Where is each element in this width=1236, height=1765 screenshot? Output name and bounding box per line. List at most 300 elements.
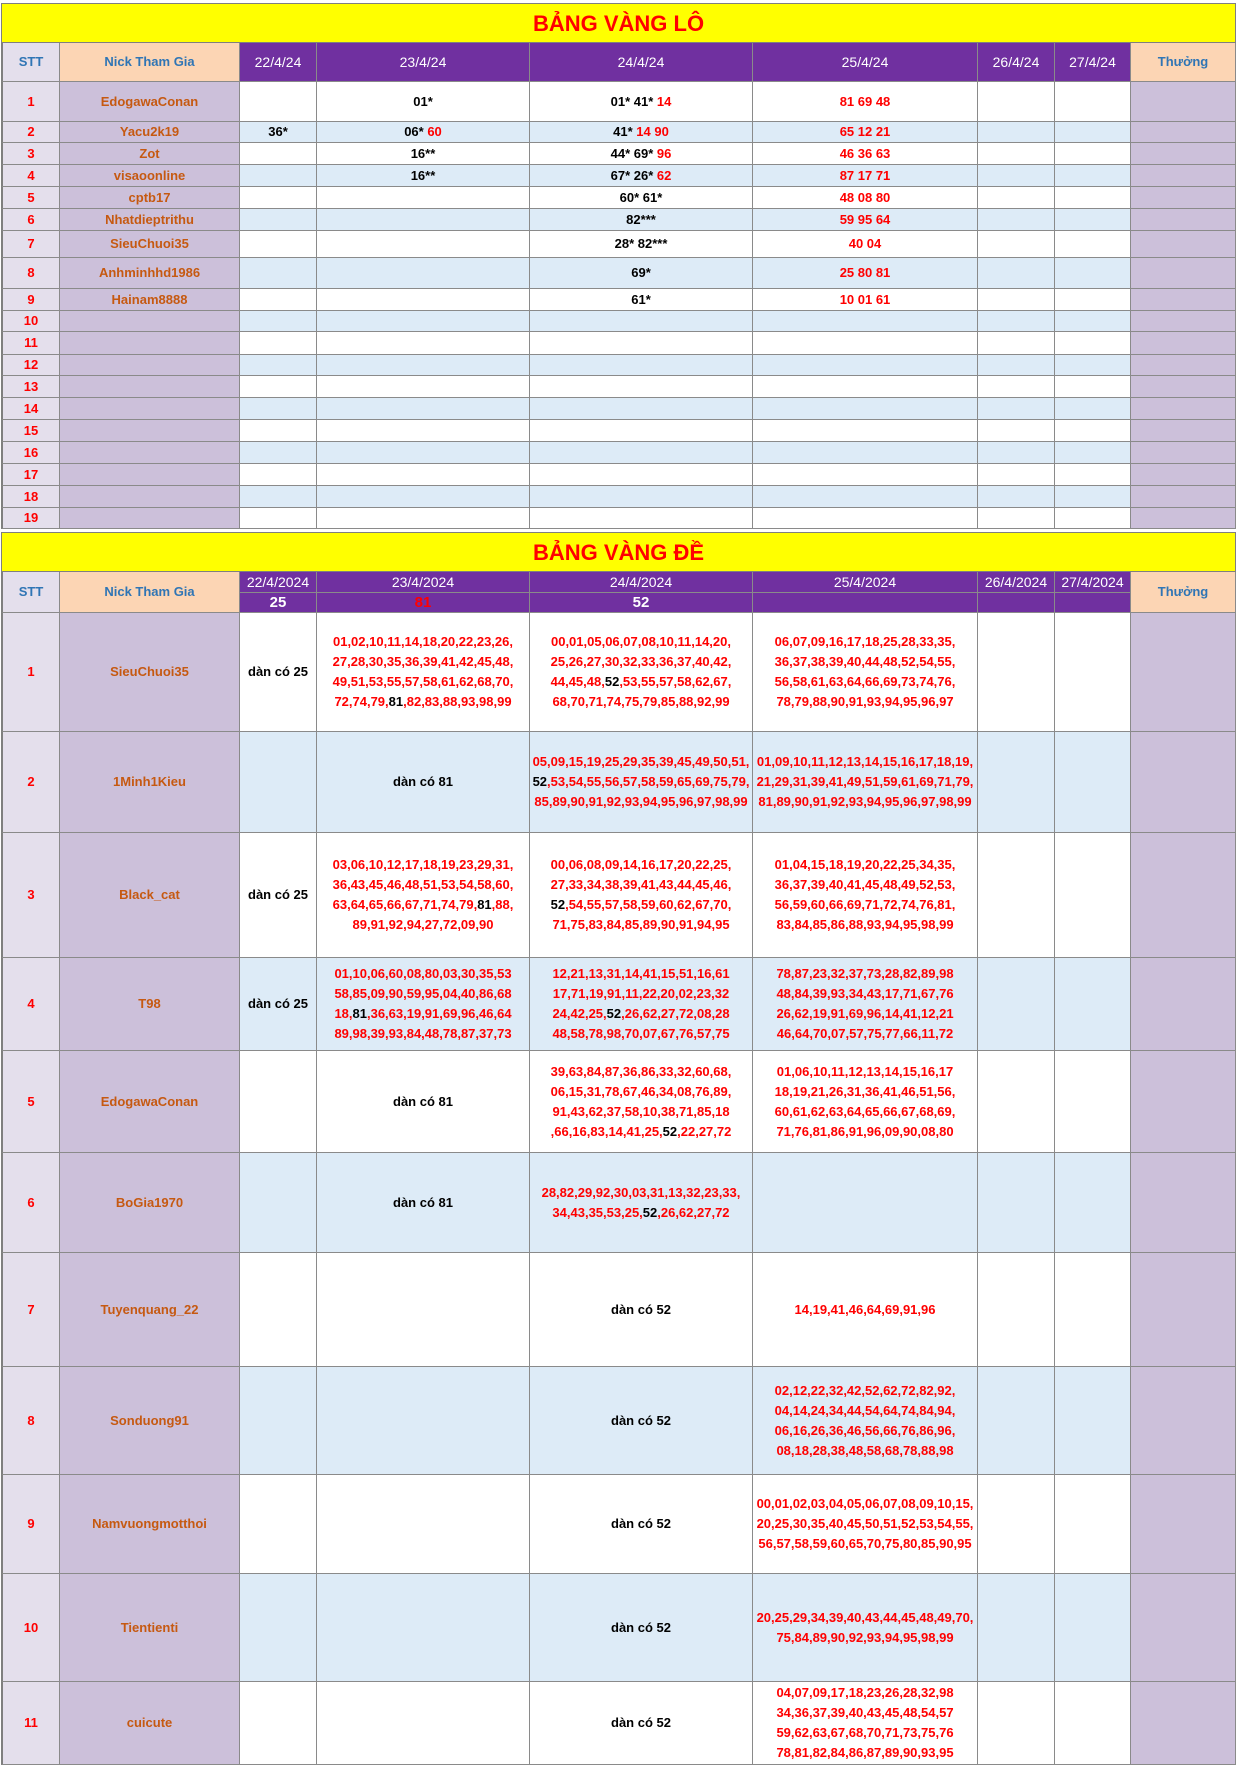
lo-day-cell	[753, 165, 978, 187]
lo-day-cell	[317, 486, 530, 508]
cell-text	[847, 234, 884, 254]
de-day-cell	[753, 613, 978, 732]
lo-day-cell	[530, 398, 753, 420]
red-number-text: 28,82,29,92,30,03,31,13,32,23,33, 34,43,35,53,25,	[541, 1184, 741, 1220]
lo-day-cell	[1055, 464, 1131, 486]
de-day-cell	[1055, 613, 1131, 732]
black-number-text: 16**	[410, 145, 436, 161]
red-number-text: 01,09,10,11,12,13,14,15,16,17,18,19, 21,29,31,39,41,49,51,59,61,69,71,79, 81,89,90,91,92,93,94,95,96,97,98,99	[756, 754, 974, 809]
lo-day-cell	[317, 289, 530, 311]
cell-text	[540, 1183, 743, 1223]
lo-day-cell	[978, 442, 1055, 464]
black-number-text: 81	[352, 1006, 367, 1021]
lo-day-cell	[530, 165, 753, 187]
cell-text	[774, 1683, 955, 1763]
cell-text	[755, 752, 976, 812]
lo-day-cell	[530, 258, 753, 289]
lo-row-number: 18	[1, 486, 60, 508]
red-number-text: 48 08 80	[839, 189, 891, 205]
lo-header-date-6: 27/4/24	[1055, 43, 1131, 82]
lo-row-number: 8	[1, 258, 60, 289]
lo-reward-cell	[1131, 209, 1236, 231]
lo-day-cell	[978, 398, 1055, 420]
lo-day-cell	[317, 187, 530, 209]
lo-day-cell	[240, 398, 317, 420]
de-player-nick: Tientienti	[60, 1574, 240, 1682]
black-number-text: 52	[606, 1006, 622, 1021]
de-day-cell	[317, 1153, 530, 1253]
lo-day-cell	[1055, 143, 1131, 165]
black-number-text: dàn có 52	[611, 1412, 671, 1428]
cell-text	[609, 144, 674, 164]
red-number-text: 04,07,09,17,18,23,26,28,32,98 34,36,37,39,40,43,45,48,54,57 59,62,63,67,68,70,71,73,75,76 78,81,82,84,86,87,89,90,93,95	[776, 1685, 954, 1760]
cell-text	[624, 210, 658, 230]
de-player-nick: SieuChuoi35	[60, 613, 240, 732]
cell-text	[549, 1062, 734, 1142]
de-result-6	[1055, 593, 1131, 613]
red-number-text: 14,19,41,46,64,69,91,96	[794, 1301, 936, 1317]
red-number-text: 40 04	[848, 236, 882, 251]
de-day-cell	[240, 1475, 317, 1574]
de-day-cell	[753, 1475, 978, 1574]
de-day-cell	[317, 1253, 530, 1367]
lo-day-cell	[978, 187, 1055, 209]
de-header-nick: Nick Tham Gia	[60, 572, 240, 613]
de-header-date-4: 25/4/2024	[753, 572, 978, 593]
lo-day-cell	[1055, 165, 1131, 187]
de-row-number: 2	[1, 732, 60, 833]
lo-day-cell	[240, 209, 317, 231]
cell-text	[246, 994, 310, 1014]
lo-day-cell	[317, 376, 530, 398]
lo-day-cell	[530, 209, 753, 231]
cell-text	[773, 855, 958, 935]
de-player-nick: EdogawaConan	[60, 1051, 240, 1153]
lo-day-cell	[240, 143, 317, 165]
black-number-text: dàn có 52	[611, 1516, 671, 1531]
de-header-date-3: 24/4/2024	[530, 572, 753, 593]
lo-player-nick: cptb17	[60, 187, 240, 209]
cell-text	[838, 144, 893, 164]
lo-day-cell	[1055, 376, 1131, 398]
cell-text	[774, 964, 955, 1044]
lo-header-nick: Nick Tham Gia	[60, 43, 240, 82]
de-day-cell	[753, 732, 978, 833]
red-number-text: 78,87,23,32,37,73,28,82,89,98 48,84,39,93,34,43,17,71,67,76 26,62,19,91,69,96,14,41,12,21 46,64,70,07,57,75,77,66,11,72	[776, 966, 954, 1041]
lo-header-date-1: 22/4/24	[240, 43, 317, 82]
red-number-text: 96	[656, 145, 672, 161]
red-number-text: 06,07,09,16,17,18,25,28,33,35, 36,37,38,39,40,44,48,52,54,55, 56,58,61,63,64,66,69,73,74,76, 78,79,88,90,91,93,94,95,96,97	[774, 634, 956, 709]
de-day-cell	[753, 1153, 978, 1253]
lo-day-cell	[317, 311, 530, 332]
red-number-text: ,22,27,72	[677, 1123, 732, 1139]
red-number-text: 39,63,84,87,36,86,33,32,60,68, 06,15,31,78,67,46,34,08,76,89, 91,43,62,37,58,10,38,71,85,18 ,66,16,83,14,41,25,	[550, 1063, 732, 1139]
de-day-cell	[978, 1367, 1055, 1475]
lo-row-number: 2	[1, 122, 60, 143]
black-number-text: 52	[662, 1123, 678, 1139]
lo-day-cell	[753, 187, 978, 209]
lo-player-nick: Zot	[60, 143, 240, 165]
lo-day-cell	[1055, 486, 1131, 508]
de-player-nick: Namvuongmotthoi	[60, 1475, 240, 1574]
lo-day-cell	[317, 464, 530, 486]
red-number-text: 10 01 61	[839, 291, 891, 307]
de-day-cell	[1055, 958, 1131, 1051]
lo-day-cell	[978, 508, 1055, 529]
black-number-text: 52	[642, 1204, 658, 1220]
lo-row-number: 13	[1, 376, 60, 398]
de-reward-cell	[1131, 1051, 1236, 1153]
black-number-text: 67* 26*	[610, 167, 657, 183]
lo-day-cell	[530, 486, 753, 508]
red-number-text: 01,02,10,11,14,18,20,22,23,26, 27,28,30,35,36,39,41,42,45,48, 49,51,53,55,57,58,61,62,68,70, 72,74,79,	[332, 634, 514, 709]
lo-day-cell	[240, 231, 317, 258]
lo-day-cell	[530, 231, 753, 258]
lo-player-nick: Nhatdieptrithu	[60, 209, 240, 231]
lo-row-number: 4	[1, 165, 60, 187]
cell-text	[411, 92, 435, 112]
cell-text	[629, 290, 653, 310]
lo-row-number: 10	[1, 311, 60, 332]
lo-player-nick	[60, 332, 240, 355]
de-day-cell	[317, 1682, 530, 1765]
black-number-text: 52	[604, 674, 620, 689]
lo-day-cell	[240, 332, 317, 355]
lo-day-cell	[240, 486, 317, 508]
de-day-cell	[530, 958, 753, 1051]
de-day-cell	[753, 1574, 978, 1682]
lo-day-cell	[1055, 258, 1131, 289]
lo-day-cell	[530, 187, 753, 209]
de-day-cell	[240, 1574, 317, 1682]
lo-day-cell	[1055, 209, 1131, 231]
lo-day-cell	[317, 355, 530, 376]
black-number-text: 81	[477, 897, 492, 912]
cell-text	[793, 1300, 938, 1320]
red-number-text: 01,10,06,60,08,80,03,30,35,53 58,85,09,90,59,95,04,40,86,68 18,	[334, 966, 512, 1021]
lo-day-cell	[1055, 187, 1131, 209]
lo-player-nick	[60, 398, 240, 420]
red-number-text: 62	[656, 167, 672, 183]
de-player-nick: 1Minh1Kieu	[60, 732, 240, 833]
lo-day-cell	[530, 355, 753, 376]
de-day-cell	[240, 732, 317, 833]
lo-day-cell	[530, 332, 753, 355]
de-player-nick: Tuyenquang_22	[60, 1253, 240, 1367]
red-number-text: 14	[656, 93, 672, 109]
de-day-cell	[240, 958, 317, 1051]
lo-row-number: 14	[1, 398, 60, 420]
de-reward-cell	[1131, 1574, 1236, 1682]
black-number-text: dàn có 52	[611, 1301, 671, 1317]
de-header-date-5: 26/4/2024	[978, 572, 1055, 593]
lo-day-cell	[530, 311, 753, 332]
de-row-number: 9	[1, 1475, 60, 1574]
de-reward-cell	[1131, 732, 1236, 833]
cell-text	[331, 632, 516, 712]
lo-day-cell	[1055, 442, 1131, 464]
lo-day-cell	[753, 209, 978, 231]
black-number-text: dàn có 81	[393, 774, 453, 789]
de-day-cell	[753, 1253, 978, 1367]
de-day-cell	[753, 1682, 978, 1765]
cell-text	[391, 772, 455, 792]
red-number-text: ,36,63,19,91,69,96,46,64 89,98,39,93,84,48,78,87,37,73	[334, 1006, 512, 1041]
lo-day-cell	[753, 82, 978, 122]
lo-day-cell	[978, 122, 1055, 143]
red-number-text: 81 69 48	[839, 93, 891, 109]
de-day-cell	[240, 1051, 317, 1153]
red-number-text: 03,06,10,12,17,18,19,23,29,31, 36,43,45,46,48,51,53,54,58,60, 63,64,65,66,67,71,74,79,	[332, 857, 514, 912]
red-number-text: 05,09,15,19,25,29,35,39,45,49,50,51,	[532, 754, 750, 769]
cell-text	[549, 632, 734, 712]
lo-day-cell	[317, 258, 530, 289]
lo-header-date-4: 25/4/24	[753, 43, 978, 82]
lo-day-cell	[317, 209, 530, 231]
lo-row-number: 15	[1, 420, 60, 442]
de-day-cell	[978, 833, 1055, 958]
lo-day-cell	[1055, 398, 1131, 420]
lo-day-cell	[1055, 82, 1131, 122]
black-number-text: 01*	[413, 93, 433, 109]
lo-day-cell	[978, 376, 1055, 398]
de-day-cell	[530, 1367, 753, 1475]
cell-text	[549, 855, 734, 935]
de-reward-cell	[1131, 958, 1236, 1051]
lo-header-reward: Thưởng	[1131, 43, 1236, 82]
cell-text	[613, 234, 670, 254]
lo-day-cell	[317, 508, 530, 529]
de-day-cell	[240, 1682, 317, 1765]
lo-day-cell	[530, 122, 753, 143]
black-number-text: 01* 41*	[610, 93, 657, 109]
red-number-text: ,53,54,55,56,57,58,59,65,69,75,79, 85,89,90,91,92,93,94,95,96,97,98,99	[534, 774, 750, 809]
lo-row-number: 11	[1, 332, 60, 355]
lo-reward-cell	[1131, 486, 1236, 508]
de-row-number: 3	[1, 833, 60, 958]
lo-day-cell	[753, 355, 978, 376]
lo-day-cell	[240, 355, 317, 376]
de-player-nick: Sonduong91	[60, 1367, 240, 1475]
black-number-text: 16**	[410, 167, 436, 183]
red-number-text: 60	[427, 124, 442, 139]
de-row-number: 4	[1, 958, 60, 1051]
black-number-text: 44* 69*	[610, 145, 657, 161]
lo-row-number: 3	[1, 143, 60, 165]
lo-day-cell	[317, 122, 530, 143]
cell-text	[629, 263, 653, 283]
de-day-cell	[317, 1051, 530, 1153]
lo-reward-cell	[1131, 376, 1236, 398]
lo-reward-cell	[1131, 420, 1236, 442]
lo-player-nick	[60, 442, 240, 464]
cell-text	[838, 263, 893, 283]
de-result-2: 81	[317, 593, 530, 613]
de-day-cell	[317, 1367, 530, 1475]
de-reward-cell	[1131, 613, 1236, 732]
lo-day-cell	[978, 464, 1055, 486]
lo-day-cell	[978, 332, 1055, 355]
de-day-cell	[240, 613, 317, 732]
lo-reward-cell	[1131, 332, 1236, 355]
lo-reward-cell	[1131, 231, 1236, 258]
lo-day-cell	[317, 165, 530, 187]
lo-day-cell	[1055, 355, 1131, 376]
de-day-cell	[530, 1153, 753, 1253]
lo-reward-cell	[1131, 187, 1236, 209]
red-number-text: 01,06,10,11,12,13,14,15,16,17 18,19,21,26,31,36,41,46,51,56, 60,61,62,63,64,65,66,67,68,69, 71,76,81,86,91,96,09,90,08,80	[774, 1063, 956, 1139]
black-number-text: 61*	[631, 291, 651, 307]
lo-reward-cell	[1131, 464, 1236, 486]
lo-row-number: 7	[1, 231, 60, 258]
de-result-3: 52	[530, 593, 753, 613]
lo-day-cell	[978, 311, 1055, 332]
lo-day-cell	[753, 311, 978, 332]
de-player-nick: BoGia1970	[60, 1153, 240, 1253]
red-number-text: 01,04,15,18,19,20,22,25,34,35, 36,37,39,40,41,45,48,49,52,53, 56,59,60,66,69,71,72,74,76,81, 83,84,85,86,88,93,94,95,98,99	[774, 857, 956, 932]
red-number-text: 59 95 64	[839, 211, 891, 227]
black-number-text: 52	[532, 774, 548, 789]
red-number-text: 20,25,29,34,39,40,43,44,45,48,49,70, 75,84,89,90,92,93,94,95,98,99	[756, 1609, 974, 1645]
de-row-number: 6	[1, 1153, 60, 1253]
lo-day-cell	[240, 420, 317, 442]
black-number-text: dàn có 25	[248, 887, 308, 902]
de-reward-cell	[1131, 1253, 1236, 1367]
lo-day-cell	[530, 420, 753, 442]
lo-day-cell	[753, 420, 978, 442]
lo-row-number: 16	[1, 442, 60, 464]
de-player-nick: Black_cat	[60, 833, 240, 958]
cell-text	[402, 122, 444, 142]
lo-day-cell	[240, 464, 317, 486]
red-number-text: 00,01,02,03,04,05,06,07,08,09,10,15, 20,25,30,35,40,45,50,51,52,53,54,55, 56,57,58,59,60,65,70,75,80,85,90,95	[756, 1496, 974, 1551]
cell-text	[246, 885, 310, 905]
lo-day-cell	[978, 82, 1055, 122]
lo-player-nick	[60, 420, 240, 442]
lo-day-cell	[240, 376, 317, 398]
lo-day-cell	[240, 187, 317, 209]
lo-row-number: 9	[1, 289, 60, 311]
lo-day-cell	[1055, 332, 1131, 355]
lo-day-cell	[240, 258, 317, 289]
black-number-text: 06*	[404, 124, 428, 139]
lo-reward-cell	[1131, 442, 1236, 464]
de-day-cell	[1055, 732, 1131, 833]
cell-text	[609, 1300, 673, 1320]
de-row-number: 11	[1, 1682, 60, 1765]
de-reward-cell	[1131, 1153, 1236, 1253]
de-day-cell	[240, 1253, 317, 1367]
lo-reward-cell	[1131, 398, 1236, 420]
red-number-text: ,26,62,27,72,08,28 48,58,78,98,70,07,67,76,57,75	[552, 1006, 730, 1041]
lo-day-cell	[978, 258, 1055, 289]
de-day-cell	[530, 1253, 753, 1367]
black-number-text: dàn có 25	[248, 996, 308, 1011]
lo-header-stt: STT	[1, 43, 60, 82]
lo-day-cell	[753, 122, 978, 143]
de-day-cell	[317, 833, 530, 958]
de-day-cell	[1055, 1574, 1131, 1682]
lo-day-cell	[978, 143, 1055, 165]
de-day-cell	[753, 1367, 978, 1475]
red-number-text: ,88, 89,91,92,94,27,72,09,90	[352, 897, 514, 932]
lo-day-cell	[317, 420, 530, 442]
black-number-text: 36*	[268, 124, 288, 139]
de-day-cell	[978, 613, 1055, 732]
red-number-text: ,26,62,27,72	[657, 1204, 730, 1220]
de-day-cell	[1055, 1253, 1131, 1367]
lo-day-cell	[530, 508, 753, 529]
de-table-title: BẢNG VÀNG ĐỀ	[1, 532, 1236, 572]
cell-text	[609, 92, 674, 112]
red-number-text: ,54,55,57,58,59,60,62,67,70, 71,75,83,84,85,89,90,91,94,95	[552, 897, 732, 932]
red-number-text: ,82,83,88,93,98,99	[403, 694, 512, 709]
lo-header-date-5: 26/4/24	[978, 43, 1055, 82]
de-day-cell	[753, 958, 978, 1051]
lo-day-cell	[530, 82, 753, 122]
black-number-text: dàn có 52	[611, 1619, 671, 1635]
cell-text	[550, 964, 731, 1044]
lo-day-cell	[978, 209, 1055, 231]
black-number-text: dàn có 25	[248, 664, 308, 679]
lo-day-cell	[530, 464, 753, 486]
lo-player-nick: Anhminhhd1986	[60, 258, 240, 289]
de-day-cell	[317, 958, 530, 1051]
cell-text	[409, 166, 438, 186]
cell-text	[332, 964, 513, 1044]
black-number-text: 28* 82***	[614, 236, 668, 251]
de-day-cell	[530, 1574, 753, 1682]
lo-day-cell	[530, 376, 753, 398]
cell-text	[838, 290, 893, 310]
lo-day-cell	[1055, 420, 1131, 442]
lo-reward-cell	[1131, 355, 1236, 376]
lo-reward-cell	[1131, 143, 1236, 165]
red-number-text: 12,21,13,31,14,41,15,51,16,61 17,71,19,91,11,22,20,02,23,32 24,42,25,	[552, 966, 730, 1021]
de-reward-cell	[1131, 1367, 1236, 1475]
de-header-date-1: 22/4/2024	[240, 572, 317, 593]
black-number-text: 82***	[626, 211, 656, 227]
lo-player-nick	[60, 464, 240, 486]
cell-text	[609, 1713, 673, 1733]
cell-text	[755, 1494, 976, 1554]
lo-player-nick: visaoonline	[60, 165, 240, 187]
lo-day-cell	[530, 143, 753, 165]
de-day-cell	[530, 1051, 753, 1153]
de-day-cell	[1055, 1682, 1131, 1765]
de-row-number: 1	[1, 613, 60, 732]
lo-day-cell	[1055, 311, 1131, 332]
lo-day-cell	[530, 289, 753, 311]
cell-text	[618, 188, 665, 208]
lo-row-number: 1	[1, 82, 60, 122]
cell-text	[838, 92, 893, 112]
cell-text	[838, 210, 893, 230]
lo-day-cell	[1055, 508, 1131, 529]
lo-day-cell	[317, 143, 530, 165]
black-number-text: 52	[550, 897, 566, 912]
lo-player-nick: Hainam8888	[60, 289, 240, 311]
cell-text	[611, 122, 671, 142]
cell-text	[246, 662, 310, 682]
de-header-date-2: 23/4/2024	[317, 572, 530, 593]
de-result-5	[978, 593, 1055, 613]
lo-reward-cell	[1131, 311, 1236, 332]
lo-day-cell	[753, 231, 978, 258]
lo-day-cell	[753, 398, 978, 420]
lo-header-date-3: 24/4/24	[530, 43, 753, 82]
de-day-cell	[978, 1475, 1055, 1574]
